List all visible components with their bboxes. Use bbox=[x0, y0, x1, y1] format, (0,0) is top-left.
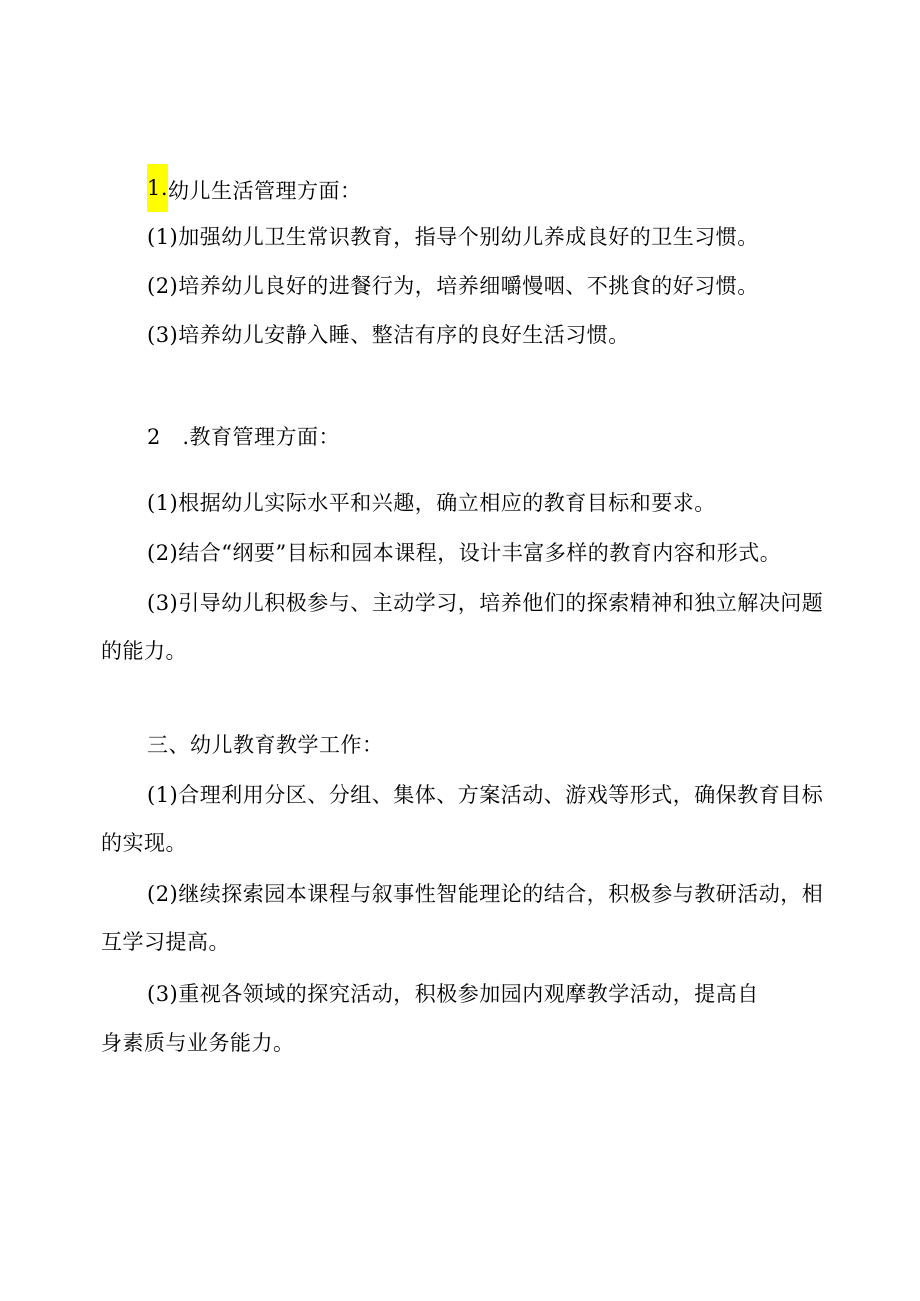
section1-heading bbox=[147, 173, 362, 212]
section3-item-1: (1)合理利用分区、分组、集体、方案活动、游戏等形式，确保教育目标 bbox=[147, 783, 824, 807]
section3-heading: 三、幼儿教育教学工作： bbox=[147, 733, 384, 757]
section3-item-2-continuation: 互学习提高。 bbox=[101, 930, 230, 954]
section1-item-3: (3)培养幼儿安静入睡、整洁有序的良好生活习惯。 bbox=[147, 323, 630, 347]
section3-item-3-continuation: 身素质与业务能力。 bbox=[101, 1031, 295, 1055]
section3-item-2: (2)继续探索园本课程与叙事性智能理论的结合，积极参与教研活动，相 bbox=[147, 882, 824, 906]
section2-item-2: (2)结合“纲要”目标和园本课程，设计丰富多样的教育内容和形式。 bbox=[147, 541, 782, 565]
section2-item-1: (1)根据幼儿实际水平和兴趣，确立相应的教育目标和要求。 bbox=[147, 491, 716, 515]
section3-item-3: (3)重视各领域的探究活动，积极参加园内观摩教学活动，提高自 bbox=[147, 982, 759, 1006]
section2-item-3-continuation: 的能力。 bbox=[101, 639, 187, 663]
section1-heading-text: 幼儿生活管理方面： bbox=[168, 179, 362, 203]
highlighted-heading-number: 1. bbox=[147, 164, 168, 212]
section3-item-1-continuation: 的实现。 bbox=[101, 831, 187, 855]
section2-item-3: (3)引导幼儿积极参与、主动学习，培养他们的探索精神和独立解决问题 bbox=[147, 591, 824, 615]
section1-item-1: (1)加强幼儿卫生常识教育，指导个别幼儿养成良好的卫生习惯。 bbox=[147, 225, 759, 249]
section1-item-2: (2)培养幼儿良好的进餐行为，培养细嚼慢咽、不挑食的好习惯。 bbox=[147, 274, 759, 298]
section2-heading: 2 .教育管理方面： bbox=[147, 425, 341, 449]
